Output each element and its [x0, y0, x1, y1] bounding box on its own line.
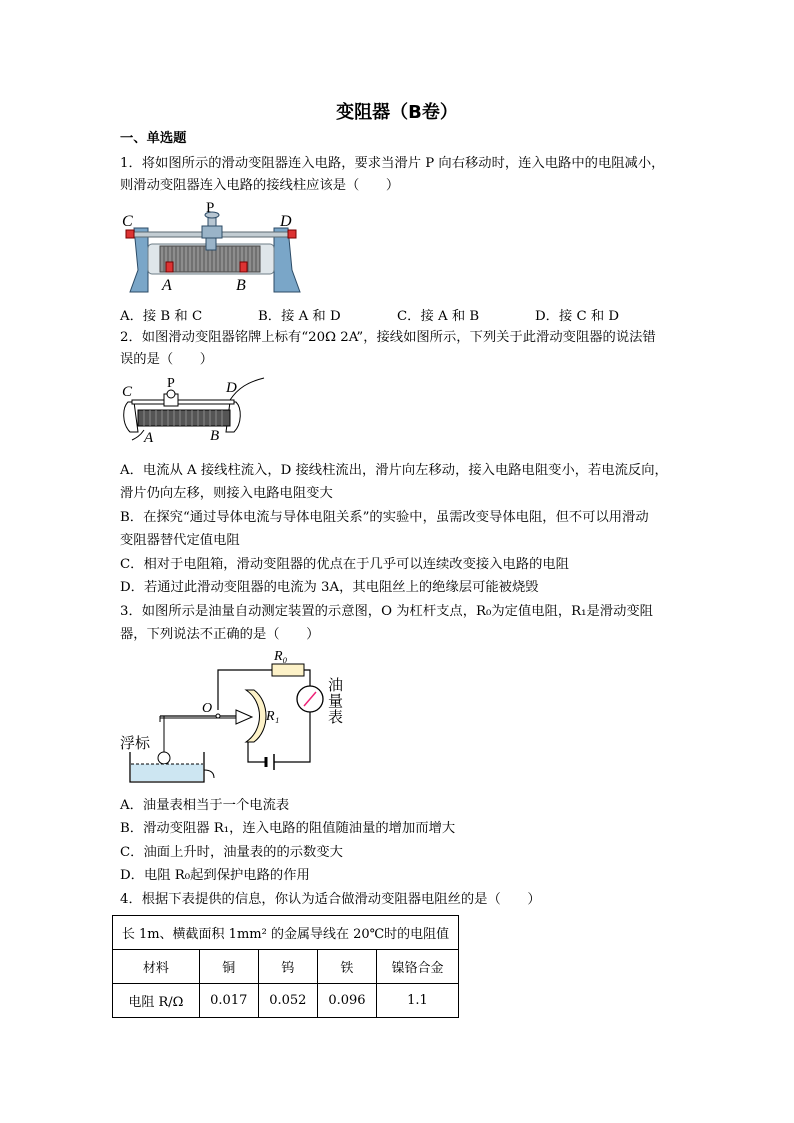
q1-label-a: A [162, 277, 172, 294]
q1-option-d: D．接 C 和 D [535, 309, 620, 324]
q2-label-b: B [210, 428, 220, 444]
q3-label-o: O [202, 701, 213, 716]
q1-label-p: P [206, 200, 215, 216]
table-cell: 0.017 [199, 984, 258, 1018]
q2-option-a-line1: A．电流从 A 接线柱流入，D 接线柱流出，滑片向左移动，接入电路电阻变小，若电流反向， [120, 463, 668, 478]
q1-option-b: B．接 A 和 D [258, 309, 341, 324]
q2-label-d: D [226, 380, 237, 396]
q3-option-d: D．电阻 R₀起到保护电路的作用 [120, 868, 310, 883]
q2-option-c: C．相对于电阻箱，滑动变阻器的优点在于几乎可以连续改变接入电路的电阻 [120, 557, 569, 572]
q3-label-float: 浮标 [120, 734, 151, 752]
table-header-cell: 铁 [317, 950, 376, 984]
table-header-cell: 材料 [113, 950, 200, 984]
q1-text-line1: 1．将如图所示的滑动变阻器连入电路，要求当滑片 P 向右移动时，连入电路中的电阻减小， [120, 156, 665, 171]
q2-label-c: C [122, 384, 133, 400]
q3-label-meter-3: 表 [328, 708, 344, 726]
table-cell: 0.096 [317, 984, 376, 1018]
table-header-row [113, 950, 459, 984]
q3-label-r1: R₁ [266, 709, 280, 724]
q3-option-a: A．油量表相当于一个电流表 [120, 798, 290, 813]
q2-text-line2: 误的是（ ） [120, 352, 214, 367]
q1-label-d: D [280, 213, 292, 230]
q4-text-line1: 4．根据下表提供的信息，你认为适合做滑动变阻器电阻丝的是（ ） [120, 892, 541, 907]
q2-option-a-line2: 滑片仍向左移，则接入电路电阻变大 [120, 486, 333, 501]
page-title: 变阻器（B卷） [336, 102, 458, 123]
q1-rheostat-figure [118, 200, 304, 300]
q3-label-r0: R₀ [274, 649, 288, 664]
q1-label-b: B [236, 277, 246, 294]
q2-label-p: P [167, 376, 175, 391]
q2-rheostat-figure [118, 374, 268, 452]
resistance-table [112, 915, 459, 1018]
table-cell: 0.052 [258, 984, 317, 1018]
table-caption: 长 1m、横截面积 1mm² 的金属导线在 20℃时的电阻值 [113, 916, 459, 950]
q3-label-meter-1: 油 [328, 676, 344, 694]
section-heading: 一、单选题 [120, 131, 187, 146]
table-header-cell: 铜 [199, 950, 258, 984]
table-header-cell: 镍铬合金 [376, 950, 458, 984]
q2-option-d: D．若通过此滑动变阻器的电流为 3A，其电阻丝上的绝缘层可能被烧毁 [120, 580, 539, 595]
table-cell: 1.1 [376, 984, 458, 1018]
q3-label-meter-2: 量 [328, 692, 344, 710]
table-header-cell: 钨 [258, 950, 317, 984]
table-row [113, 984, 459, 1018]
q1-label-c: C [122, 213, 133, 230]
q1-text-line2: 则滑动变阻器连入电路的接线柱应该是（ ） [120, 178, 400, 193]
q3-text-line1: 3．如图所示是油量自动测定装置的示意图，O 为杠杆支点，R₀为定值电阻，R₁是滑动变阻 [120, 604, 653, 619]
table-cell: 电阻 R/Ω [113, 984, 200, 1018]
q3-option-b: B．滑动变阻器 R₁，连入电路的阻值随油量的增加而增大 [120, 821, 456, 836]
q1-option-c: C．接 A 和 B [397, 309, 480, 324]
q3-option-c: C．油面上升时，油量表的的示数变大 [120, 845, 343, 860]
q2-option-b-line2: 变阻器替代定值电阻 [120, 533, 240, 548]
q2-label-a: A [144, 430, 154, 446]
q2-option-b-line1: B．在探究“通过导体电流与导体电阻关系”的实验中，虽需改变导体电阻，但不可以用滑动 [120, 510, 649, 525]
q3-oil-gauge-figure [118, 646, 358, 786]
q2-text-line1: 2．如图滑动变阻器铭牌上标有“20Ω 2A”，接线如图所示，下列关于此滑动变阻器的说法错 [120, 330, 656, 345]
q1-option-a: A．接 B 和 C [120, 309, 203, 324]
q3-text-line2: 器，下列说法不正确的是（ ） [120, 627, 320, 642]
